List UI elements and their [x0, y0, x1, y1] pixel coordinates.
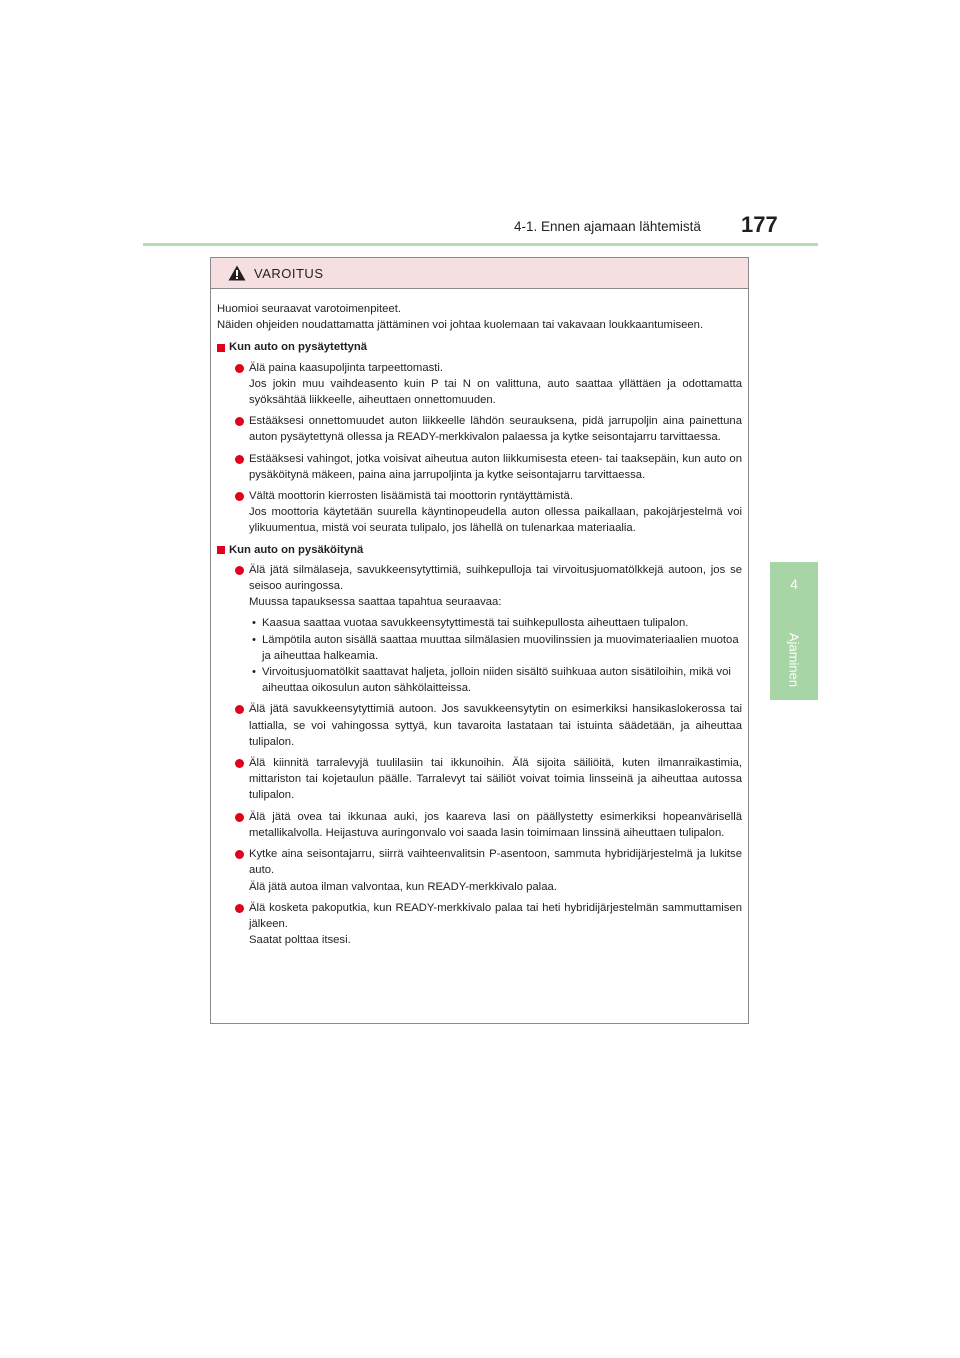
intro-line: Näiden ohjeiden noudattamatta jättäminen voi johtaa kuolemaan tai vakavaan loukkaantumiseen.	[217, 319, 704, 332]
bullet-item	[217, 900, 742, 949]
warning-title: VAROITUS	[254, 265, 324, 281]
red-bullet-icon	[235, 417, 244, 426]
bullet-text: Estääksesi onnettomuudet auton liikkeelle lähdön seurauksena, pidä jarrupoljin aina painettuna auton pysäytettynä ollessa ja READY-merkkivalon palaessa ja kytke seisontajarru tarvittaessa.	[249, 415, 742, 444]
sub-list-item	[217, 615, 742, 631]
subheading-text: Kun auto on pysäytettynä	[229, 341, 368, 354]
subheading-text: Kun auto on pysäköitynä	[229, 543, 364, 556]
page-number: 177	[741, 212, 778, 237]
bullet-item	[217, 413, 742, 445]
red-bullet-icon	[235, 492, 244, 501]
sub-bullet-mark: •	[252, 633, 256, 646]
bullet-text: Jos jokin muu vaihdeasento kuin P tai N on valittuna, auto saattaa yllättäen ja odottamatta syöksähtää liikkeelle, aiheuttaen onnettomuuden.	[249, 377, 742, 407]
intro-line: Huomioi seuraavat varotoimenpiteet.	[217, 303, 401, 315]
red-square-icon	[217, 546, 225, 554]
red-bullet-icon	[235, 566, 244, 575]
red-bullet-icon	[235, 813, 244, 822]
bullet-text: Muussa tapauksessa saattaa tapahtua seuraavaa:	[249, 596, 502, 609]
red-square-icon	[217, 344, 225, 352]
section-title: 4-1. Ennen ajamaan lähtemistä	[514, 219, 701, 234]
sub-bullet-mark: •	[252, 617, 256, 630]
bullet-item	[217, 701, 742, 750]
sub-list-item	[217, 664, 742, 696]
bullet-text: Älä jätä ovea tai ikkunaa auki, jos kaareva lasi on päällystetty esimerkiksi hopeanvärisellä metallikalvolla. Heijastuva auringonvalo voi saada lasin toimimaan linssinä aiheuttaen tulipalon.	[249, 810, 742, 839]
bullet-item	[217, 562, 742, 611]
chapter-side-tab[interactable]	[770, 562, 818, 700]
bullet-item	[217, 846, 742, 895]
sub-list-text: Kaasua saattaa vuotaa savukkeensytyttimestä tai suihkepullosta aiheuttaen tulipalon.	[262, 617, 689, 630]
sub-list-text: Lämpötila auton sisällä saattaa muuttaa silmälasien muovilinssien ja muovimateriaalien muotoa ja aiheuttaa halkeamia.	[262, 633, 739, 662]
warning-triangle-icon	[228, 265, 246, 281]
subheading-parked-stopped	[217, 339, 742, 355]
bullet-item	[217, 755, 742, 804]
red-bullet-icon	[235, 455, 244, 464]
bullet-text: Vältä moottorin kierrosten lisäämistä tai moottorin ryntäyttämistä.	[249, 490, 573, 503]
header-rule	[143, 243, 818, 246]
red-bullet-icon	[235, 705, 244, 714]
bullet-item	[217, 360, 742, 409]
bullet-text: Älä kiinnitä tarralevyjä tuulilasiin tai ikkunoihin. Älä sijoita säiliöitä, kuten ilmanraikastimia, mittariston tai kojetaulun päälle. Tarralevyt tai säiliöt voivat toimia linsseinä ja aiheuttaa autossa tulipalon.	[249, 757, 742, 802]
bullet-item	[217, 451, 742, 483]
warning-intro	[217, 301, 742, 333]
red-bullet-icon	[235, 364, 244, 373]
bullet-item	[217, 809, 742, 841]
warning-box	[210, 257, 749, 1024]
subheading-parked	[217, 542, 742, 558]
red-bullet-icon	[235, 759, 244, 768]
bullet-text: Saatat polttaa itsesi.	[249, 934, 351, 947]
sub-list-item	[217, 632, 742, 664]
warning-header	[211, 258, 748, 289]
chapter-label: Ajaminen	[786, 632, 802, 688]
bullet-text: Älä jätä savukkeensytyttimiä autoon. Jos savukkeensytytin on esimerkiksi hansikaslokerossa tai lattialla, se voi vahingossa syttyä, kun tavaroita lastataan tai istuinta säädetään, ja aiheuttaa tulipalon.	[249, 703, 742, 748]
bullet-text: Älä paina kaasupoljinta tarpeettomasti.	[249, 361, 444, 374]
bullet-text: Estääksesi vahingot, jotka voisivat aiheutua auton liikkumisesta eteen- tai taaksepäin, kun auto on pysäköitynä mäkeen, paina aina jarrupoljinta ja kytke seisontajarru tarvittaessa.	[249, 452, 742, 481]
bullet-text: Älä kosketa pakoputkia, kun READY-merkkivalo palaa tai heti hybridijärjestelmän sammuttamisen jälkeen.	[249, 901, 742, 930]
sub-list-text: Virvoitusjuomatölkit saattavat haljeta, jolloin niiden sisältö suihkuaa auton sisätiloihin, mikä voi aiheuttaa oikosulun auton sähkölaitteissa.	[262, 666, 731, 695]
red-bullet-icon	[235, 904, 244, 913]
bullet-text: Jos moottoria käytetään suurella käyntinopeudella auton ollessa paikallaan, pakojärjestelmä voi ylikuumentua, mistä voi seurata tulipalo, jos lähellä on tulenarkaa materiaalia.	[249, 506, 742, 535]
bullet-text: Älä jätä autoa ilman valvontaa, kun READY-merkkivalo palaa.	[249, 880, 557, 893]
chapter-number: 4	[790, 576, 798, 592]
bullet-text: Älä jätä silmälaseja, savukkeensytyttimiä, suihkepulloja tai virvoitusjuomatölkkejä autoon, jos se seisoo auringossa.	[249, 563, 742, 593]
bullet-item	[217, 488, 742, 537]
warning-body	[211, 289, 748, 948]
bullet-text: Kytke aina seisontajarru, siirrä vaihteenvalitsin P-asentoon, sammuta hybridijärjestelmä ja lukitse auto.	[249, 848, 742, 877]
red-bullet-icon	[235, 850, 244, 859]
sub-bullet-mark: •	[252, 666, 256, 679]
